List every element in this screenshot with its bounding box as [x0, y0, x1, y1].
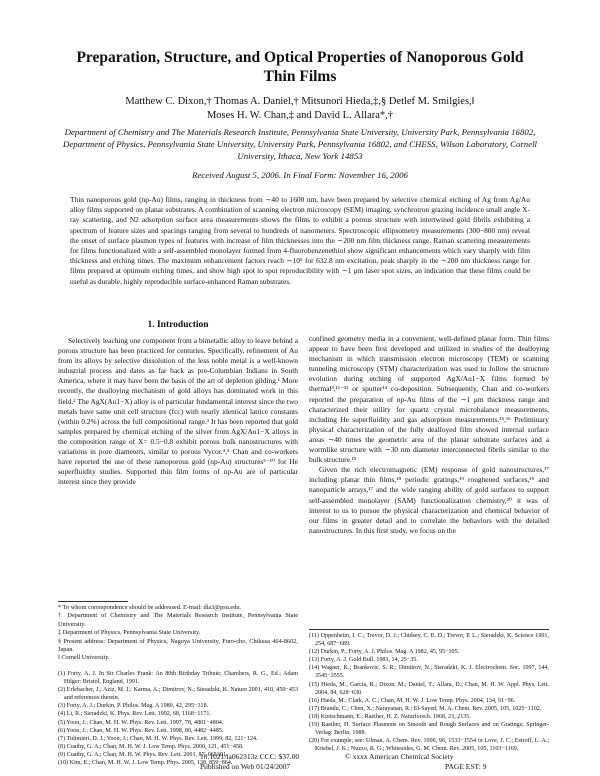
article-title	[60, 48, 540, 86]
reference-item: (4) Li, R.; Sieradzki, K. Phys. Rev. Lett. 1992, 68, 1168−1171.	[58, 711, 211, 718]
affiliations: Department of Chemistry and The Materials Research Institute, Pennsylvania State University, University Park, Pennsylvania 16802, Department of Physics, Pennsylvania State University, University Park, Pennsylvania 16802, and CHESS, Wilson Laboratory, Cornell University, Ithaca, New York 14853	[63, 127, 537, 161]
reference-item: (13) Forty, A. J. Gold Bull. 1981, 14, 25−35.	[309, 657, 418, 664]
footnote-corresponding: * To whom correspondence should be addressed. E-mail: dla3@psu.edu.	[58, 604, 242, 611]
section-heading-introduction: 1. Introduction	[147, 320, 209, 330]
title-line-2: Thin Films	[263, 68, 337, 85]
reference-item: (7) Tulimieri, D. J.; Yoon, J.; Chan, M. H. W. Phys. Rev. Lett. 1999, 82, 121−124.	[58, 735, 258, 742]
footnote-cornell: ‖ Cornell University.	[58, 654, 110, 662]
footnote-chemistry: † Department of Chemistry and The Materials Research Institute, Pennsylvania State University.	[58, 612, 298, 628]
authors-line-1: Matthew C. Dixon,† Thomas A. Daniel,† Mitsunori Hieda,‡,§ Detlef M. Smilgies,‖	[125, 96, 475, 107]
reference-item: (10) Kim, E.; Chan, M. H. W. J. Low Temp. Phys. 2005, 138, 859−864.	[58, 760, 233, 767]
reference-item: (5) Yoon, J.; Chan, M. H. W. Phys. Rev. Lett. 1997, 78, 4801−4804.	[58, 719, 224, 726]
abstract: Thin nanoporous gold (np-Au) films, ranging in thickness from ∼40 to 1600 nm, have been prepared by selective chemical etching of Ag from Ag/Au alloy films supported on planar substrates. A combination of scanning electron microscopy (SEM) imaging, synchrotron grazing incidence small angle X-ray scattering, and N2 adsorption surface area measurements shows the films to exhibit a porous structure with intertwined gold fibrils exhibiting a spectrum of feature sizes and spacings ranging from several to hundreds of nanometers. Spectroscopic ellipsometry measurements (300−800 nm) reveal the onset of surface plasmon types of features with increase of film thicknesses into the ∼200 nm film thickness range. Raman scattering measurements for films functionalized with a self-assembled monolayer formed from 4-fluorobenzenethiol show significant enhancements which vary sharply with film thickness and etching times. The maximum enhancement factors reach ∼10⁶ for 632.8 nm excitation, peak sharply in the ∼200 nm thickness range for films prepared at optimum etching times, and show high spot to spot reproducibility with ∼1 μm laser spot sizes, an indication that these films could be useful as durable, highly reproducible surface-enhanced Raman substrates.	[70, 195, 530, 286]
right-column	[309, 334, 549, 536]
received-dates: Received August 5, 2006. In Final Form: November 16, 2006	[192, 170, 408, 180]
footer-published: Published on Web 01/24/2007	[200, 762, 291, 771]
author-list	[60, 95, 540, 123]
footnote-divider	[58, 601, 128, 602]
reference-item: (6) Yoon, J.; Chan, M. H. W. Phys. Rev. Lett. 1998, 80, 4482−4485.	[58, 727, 224, 734]
reference-item: (1) Forty, A. J. In Sir Charles Frank: An 80th Birthday Tribute; Chambers, R. G., Ed.; Adam Hilger: Bristol, England, 1991.	[58, 671, 298, 686]
intro-paragraph-2: Given the rich electromagnetic (EM) response of gold nanostructures,¹⁷ including planar thin films,¹⁸ periodic gratings,¹⁹ roughened surfaces,¹⁹ and nanoparticle arrays,¹⁷ and the wide ranging ability of gold surfaces to support self-assembled monolayer (SAM) functionalization chemistry,²⁰ it was of interest to us to pursue the physical characterization and chemical behavior of our films in greater detail and to correlate the behaviors with the detailed nanostructures. In this first study, we focus on the	[309, 465, 549, 535]
reference-item: (18) Kretschmann, E.; Raether, H. Z. Naturforsch. 1968, 23, 2135.	[309, 713, 471, 720]
reference-item: (11) Oppenheim, I. C.; Trevor, D. J.; Chidsey, C. E. D.; Trevor, P. L.; Sieradzki, K. Science 1991, 254, 687−689.	[309, 633, 549, 648]
reference-item: (14) Wagner, K.; Brankovic, S. R.; Dimitrov, N.; Sieradzki, K. J. Electrochem. Soc. 1997, 144, 3545−3555.	[309, 665, 549, 680]
author-footnotes	[58, 604, 298, 663]
reference-item: (19) Raether, H. Surface Plasmons on Smooth and Rough Surfaces and on Gratings; Springer-Verlag: Berlin, 1988.	[309, 722, 549, 737]
reference-item: (20) For example, see: Ulman, A. Chem. Rev. 1996, 96, 1533−1554 or Love, J. C.; Estroff, L. A.; Kriebel, J. K.; Nuzzo, R. G.; Whitesides, G. M. Chem. Rev. 2005, 105, 1103−1169.	[309, 738, 549, 753]
footer-copyright: © xxxx American Chemical Society	[345, 752, 454, 761]
title-line-1: Preparation, Structure, and Optical Properties of Nanoporous Gold	[76, 49, 524, 66]
reference-item: (8) Cuathy, G. A.; Chan, M. H. W. J. Low Temp. Phys. 2000, 121, 451−458.	[58, 743, 244, 750]
authors-line-2: Moses H. W. Chan,‡ and David L. Allara*,†	[206, 110, 394, 121]
reference-item: (2) Erlebacher, J.; Aziz, M. J.; Karma, A.; Dimitrov, N.; Sieradzki, K. Nature 2001, 410, 450−453 and references therein.	[58, 687, 298, 702]
footnote-present-address: § Present address: Department of Physics, Nagoya University, Furo-cho, Chikusa 464-8602, Japan.	[58, 637, 298, 654]
references-right	[309, 632, 549, 753]
reference-item: (16) Hieda, M.; Clark, A. C.; Chan, M. H. W. J. Low Temp. Phys. 2004, 134, 91−96.	[309, 697, 516, 704]
footnote-physics: ‡ Department of Physics, Pennsylvania State University.	[58, 629, 201, 637]
reference-item: (17) Brandu, C.; Chen, X.; Narayanan, R.; El-Sayed, M. A. Chem. Rev. 2005, 105, 1025−1102.	[309, 705, 542, 712]
left-column	[58, 320, 298, 487]
reference-item: (12) Durkin, P.; Forty, A. J. Philos. Mag. A 1982, 45, 95−105.	[309, 649, 460, 656]
intro-paragraph-1: Selectively leaching one component from a bimetallic alloy to leave behind a porous structure has been practiced for centuries. Specifically, refinement of Au from its alloys by selective dissolution of the less noble metal is a well-known industrial process and dates as far back as pre-Columbian Indians in South America, where it may have been the basis of the art of depletion gilding.¹ More recently, the dealloying mechanism of gold alloys has dominated work in this field.² The AgX(Au1−X) alloy is of particular fundamental interest since the two metals have same unit cell structure (fcc) with nearly identical lattice constants (within 0.2%) across the full compositional range.³ It has been reported that gold samples prepared by chemical etching of the silver from AgX/Au1−X alloys in the composition range of X= 0.5−0.8 exhibit porous bulk nanostructures with variations in pore diameters, similar to porous Vycor.⁴,⁵ Chan and co-workers have reported the use of these nanoporous gold (np-Au) structures⁵⁻¹⁰ for He superfluidity studies. Supported thin film forms of np-Au are of particular interest since they provide	[58, 336, 298, 487]
reference-item: (9) Cuathy, G. A.; Chan, M. H. W. Phys. Rev. Lett. 2001, 87, 065301.	[58, 751, 228, 758]
reference-item: (3) Forty, A. J.; Durkin, P. Philos. Mag. A 1980, 42, 295−318.	[58, 703, 209, 710]
references-divider	[309, 629, 549, 630]
footer-doi: 10.1021/la062313z CCC: $37.00	[200, 752, 300, 761]
intro-paragraph-continued: confined geometry media in a convenient, well-defined planar form. Thin films appear to have been first developed and utilized in studies of the dealloying mechanism in which transmission electron microscopy (TEM) or scanning tunneling microscopy (STM) characterization was used to follow the structure evolution during etching of supported AgX/Au1−X films formed by thermal³,¹¹⁻¹³ or sputter¹⁴ co-deposition. Subsequently, Chan and co-workers reported the preparation of np-Au films of the ∼1 μm thickness range and characterized their utility for quartz crystal microbalance measurements, including He superfluidity and gas adsorption measurements.¹⁵,¹⁶ Preliminary physical characterization of the fully dealloyed film showed internal surface areas ∼40 times the geometric area of the planar substrate surfaces and a wormlike structure with ∼30 nm diameter interconnected fibrils similar to the bulk structure.¹⁵	[309, 334, 549, 465]
reference-item: (15) Hieda, M.; Garcia, R.; Dixon, M.; Daniel, T.; Allara, D.; Chan, M. H. W. Appl. Phys. Lett. 2004, 84, 628−630.	[309, 681, 549, 696]
footer-page-est: PAGE EST: 9	[445, 762, 487, 771]
